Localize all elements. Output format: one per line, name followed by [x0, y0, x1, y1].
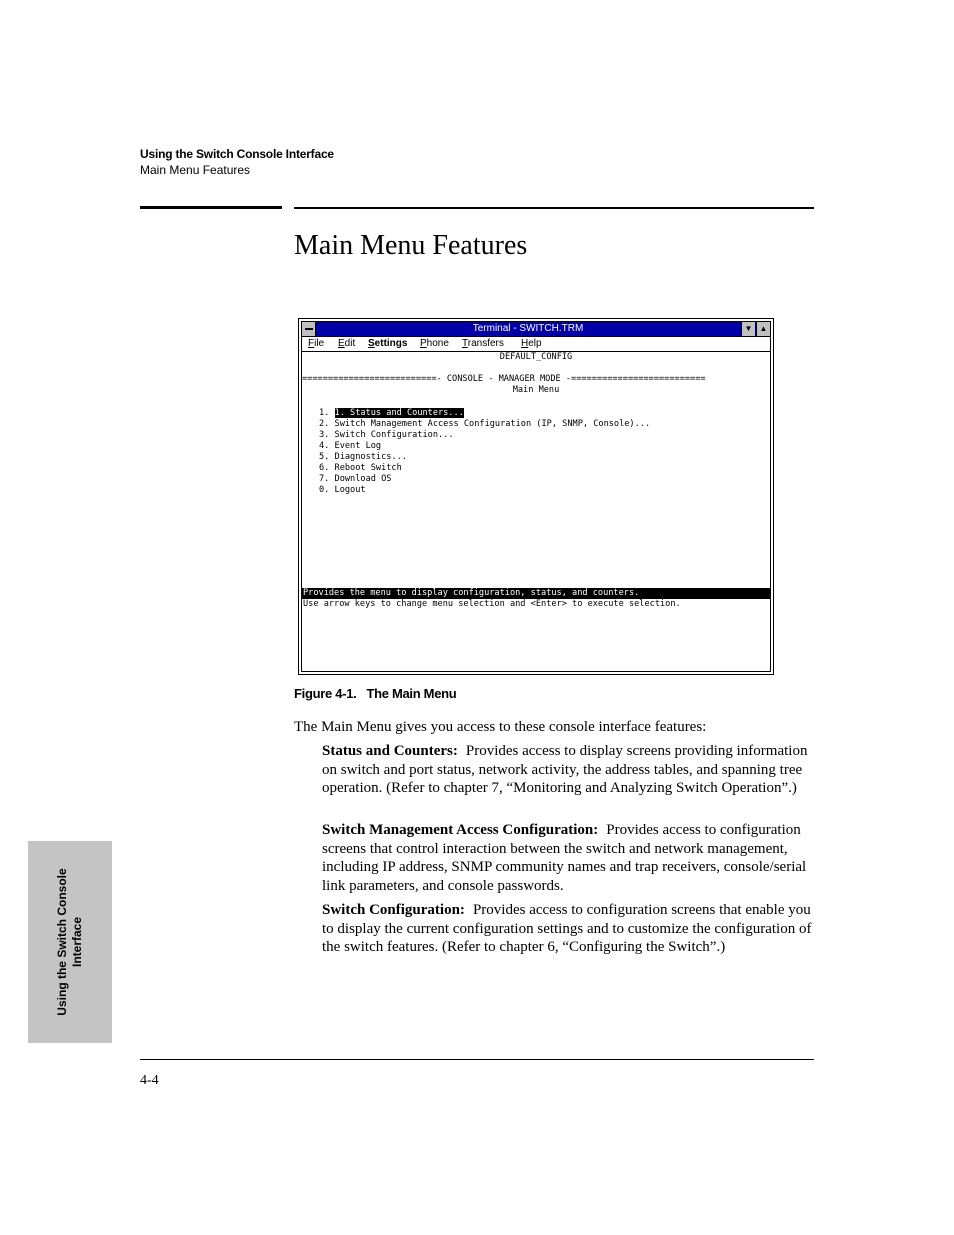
header-rule-long	[294, 207, 814, 209]
footer-rule	[140, 1059, 814, 1060]
feature-term: Status and Counters:	[322, 743, 458, 759]
mode-line: ==========================- CONSOLE - MANAGER MODE -==========================	[302, 374, 706, 384]
feature-description: Provides access to configuration screens that enable you to display the current configuration settings and to customize the configuration of the switch features. (Refer to chapter 6, “Configuring the Switch”.)	[322, 902, 812, 956]
menu-phone[interactable]: Phone	[420, 338, 449, 349]
menu-item-status[interactable]: 1. 1. Status and Counters...	[319, 408, 464, 418]
chapter-side-tab	[28, 841, 112, 1043]
system-menu-icon[interactable]	[302, 322, 316, 336]
running-header-chapter: Using the Switch Console Interface	[140, 147, 334, 161]
feature-term: Switch Configuration:	[322, 902, 465, 918]
menu-transfers[interactable]: Transfers	[462, 338, 504, 349]
feature-switch-mgmt	[322, 821, 814, 896]
page-number: 4-4	[140, 1073, 159, 1088]
menu-item-switch-config[interactable]: 3. Switch Configuration...	[319, 430, 454, 440]
feature-status-counters	[322, 742, 814, 798]
page-title: Main Menu Features	[294, 230, 528, 261]
menu-item-logout[interactable]: 0. Logout	[319, 485, 366, 495]
menu-item-switch-mgmt[interactable]: 2. Switch Management Access Configuration (IP, SNMP, Console)...	[319, 419, 651, 429]
figure-title: The Main Menu	[366, 686, 457, 701]
menu-item-event-log[interactable]: 4. Event Log	[319, 441, 382, 451]
header-rule-short	[140, 206, 282, 209]
help-line: Use arrow keys to change menu selection and <Enter> to execute selection.	[303, 599, 681, 609]
maximize-icon[interactable]: ▲	[756, 322, 770, 336]
status-line: Provides the menu to display configuration, status, and counters.	[302, 588, 770, 599]
terminal-titlebar	[302, 322, 770, 337]
intro-paragraph: The Main Menu gives you access to these console interface features:	[294, 719, 707, 735]
side-tab-label: Using the Switch Console Interface	[55, 868, 84, 1016]
config-name: DEFAULT_CONFIG	[499, 352, 573, 362]
menu-settings[interactable]: Settings	[368, 338, 408, 349]
feature-term: Switch Management Access Configuration:	[322, 822, 599, 838]
menu-help[interactable]: Help	[521, 338, 542, 349]
screen-title: Main Menu	[512, 385, 560, 395]
figure-label: Figure 4-1.	[294, 686, 357, 701]
running-header-section: Main Menu Features	[140, 163, 251, 177]
feature-description: Provides access to display screens providing information on switch and port status, network activity, the address tables, and spanning tree operation. (Refer to chapter 7, “Monitoring and Analyzing Switch Operation”.)	[322, 743, 808, 797]
terminal-menubar	[302, 337, 770, 352]
terminal-window	[298, 318, 774, 675]
terminal-screen[interactable]	[302, 352, 770, 671]
figure-caption	[294, 686, 456, 701]
feature-description: Provides access to configuration screens that control interaction between the switch and network management, including IP address, SNMP community names and trap receivers, console/serial link parameters, and console passwords.	[322, 822, 807, 895]
menu-edit[interactable]: Edit	[338, 338, 356, 349]
terminal-title: Terminal - SWITCH.TRM	[472, 323, 584, 334]
feature-switch-config	[322, 901, 814, 957]
menu-item-selected-label: 1. Status and Counters...	[334, 408, 464, 418]
menu-item-download-os[interactable]: 7. Download OS	[319, 474, 392, 484]
menu-item-diagnostics[interactable]: 5. Diagnostics...	[319, 452, 407, 462]
menu-item-reboot[interactable]: 6. Reboot Switch	[319, 463, 402, 473]
minimize-icon[interactable]: ▼	[741, 322, 755, 336]
menu-file[interactable]: File	[308, 338, 325, 349]
